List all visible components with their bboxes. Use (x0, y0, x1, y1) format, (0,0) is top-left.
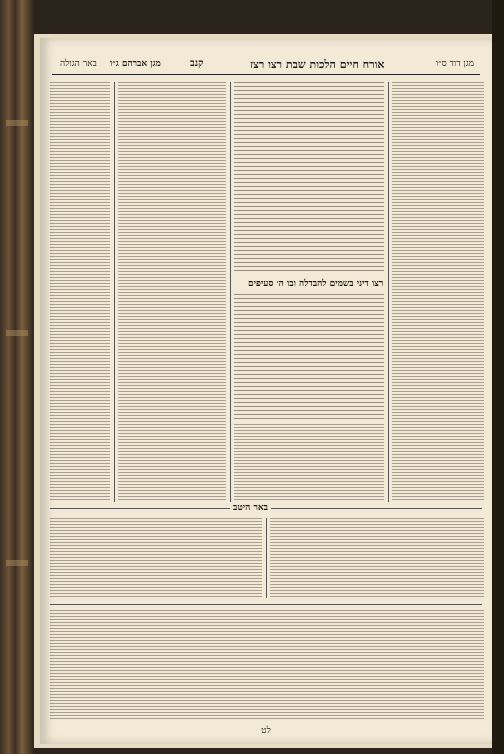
section-heading: רצו דיני בשמים להבדלה ובו ה׳ סעיפים (245, 278, 386, 289)
be-er-hagolah-column (50, 82, 110, 502)
text-lines (392, 82, 484, 502)
page-header (40, 54, 492, 76)
footnotes-block (50, 610, 484, 720)
be-er-heitev-left (50, 518, 262, 598)
book-page (40, 38, 492, 744)
be-er-heitev-right (270, 518, 484, 598)
header-title: אורח חיים הלכות שבת רצו רצז (250, 58, 385, 71)
book-binding (0, 0, 34, 754)
column-divider (230, 82, 231, 502)
text-lines (270, 518, 484, 598)
text-lines (234, 424, 384, 502)
binding-decoration (6, 120, 28, 126)
text-lines (234, 82, 384, 272)
main-text-lower (234, 294, 384, 419)
magen-david-column (392, 82, 484, 502)
main-text-upper (234, 82, 384, 272)
magen-avraham-column (118, 82, 226, 502)
header-right: מגן דוד ס״ו (435, 59, 474, 69)
binding-decoration (6, 560, 28, 566)
text-lines (50, 82, 110, 502)
turei-zahav-column (234, 424, 384, 502)
header-rule (52, 74, 480, 75)
section-heading: באר היטב (230, 502, 271, 513)
section-divider (50, 604, 482, 605)
column-divider (266, 518, 267, 598)
page-footer: לט (261, 726, 271, 736)
text-lines (50, 518, 262, 598)
facing-page-shadow (492, 0, 504, 754)
text-lines (50, 610, 484, 720)
column-divider (114, 82, 115, 502)
column-divider (388, 82, 389, 502)
header-page-number: קנב (190, 58, 204, 69)
text-lines (118, 82, 226, 502)
header-left-sub: מגן אברהם ג״ו (110, 59, 161, 69)
binding-decoration (6, 330, 28, 336)
text-lines (234, 294, 384, 419)
header-far-left: באר הגולה (60, 59, 97, 69)
